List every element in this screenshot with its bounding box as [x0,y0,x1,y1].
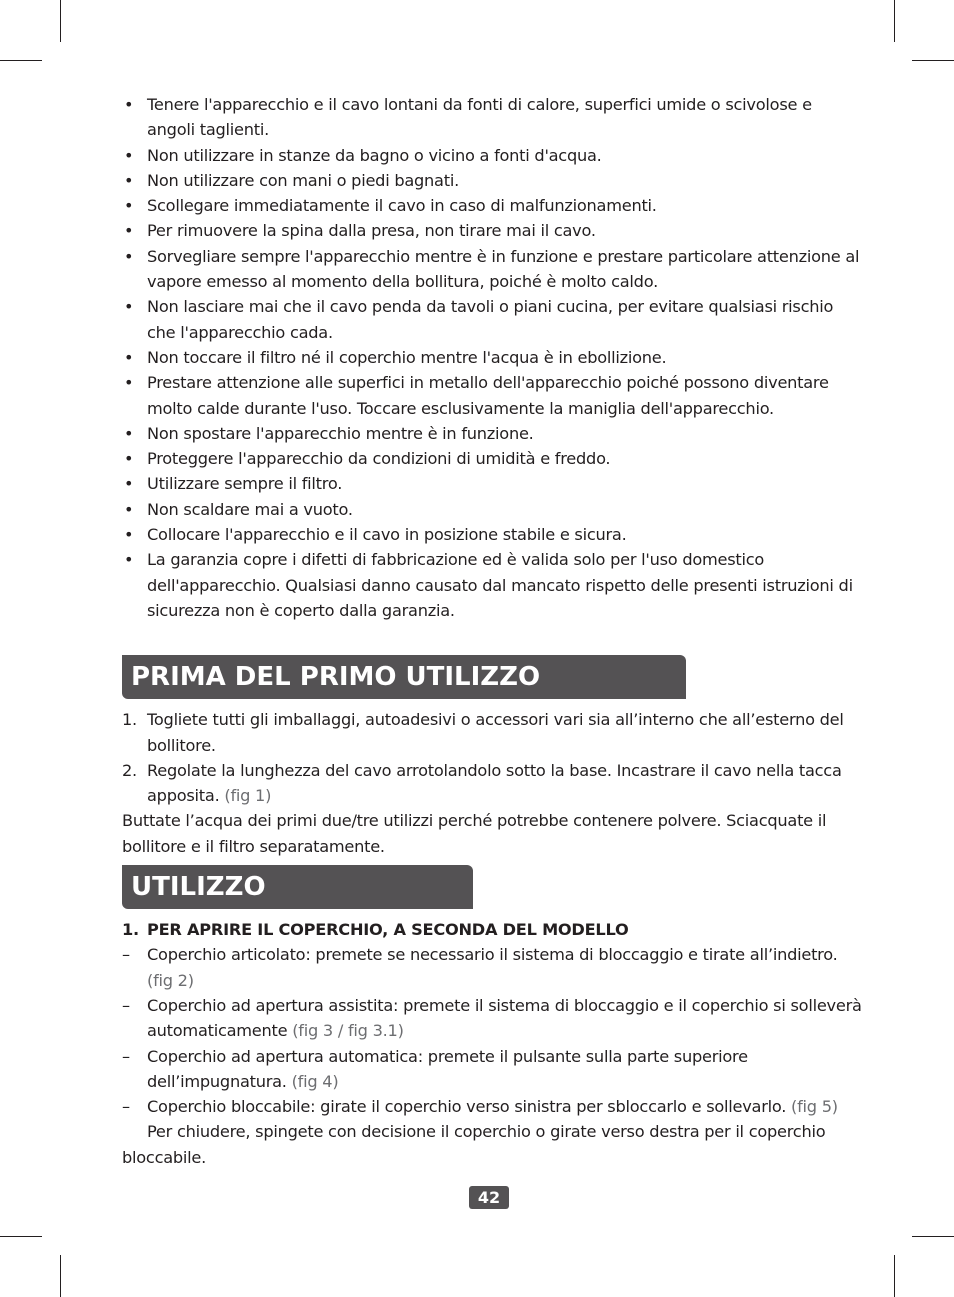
list-item: • Prestare attenzione alle superfici in metallo dell'apparecchio poiché possono diventare molto calde durante l'uso. Toccare esclusivamente la maniglia dell'apparecchio. [122,370,862,421]
list-item: • La garanzia copre i difetti di fabbricazione ed è valida solo per l'uso domestico dell'apparecchio. Qualsiasi danno causato dal mancato rispetto delle presenti istruzioni di sicurezza non è coperto dalla garanzia. [122,547,862,623]
item-text: Coperchio ad apertura automatica: premete il pulsante sulla parte superiore dell’impugnatura. [147,1046,748,1091]
subheading-number: 1. [122,920,139,940]
figure-reference: (fig 3 / fig 3.1) [292,1021,404,1041]
list-item: • Non scaldare mai a vuoto. [122,497,862,522]
page-content [122,92,862,1170]
section-heading-first-use: PRIMA DEL PRIMO UTILIZZO [122,655,686,699]
subheading-text: PER APRIRE IL COPERCHIO, A SECONDA DEL MODELLO [147,920,629,940]
list-item [122,942,862,993]
list-item: • Non utilizzare in stanze da bagno o vicino a fonti d'acqua. [122,143,862,168]
first-use-note: Buttate l’acqua dei primi due/tre utilizzi perché potrebbe contenere polvere. Sciacquate il bollitore e il filtro separatamente. [122,811,827,856]
list-item: • Non lasciare mai che il cavo penda da tavoli o piani cucina, per evitare qualsiasi rischio che l'apparecchio cada. [122,294,862,345]
usage-subheading [122,917,862,942]
list-item [122,758,862,809]
closing-instruction-end: bloccabile. [122,1147,207,1167]
crop-mark [60,1255,61,1297]
item-text: Coperchio ad apertura assistita: premete il sistema di bloccaggio e il coperchio si solleverà automaticamente [147,995,862,1041]
step-number: 1. [122,710,137,730]
crop-mark [912,1236,954,1237]
list-item: • Utilizzare sempre il filtro. [122,471,862,496]
list-item: • Non toccare il filtro né il coperchio mentre l'acqua è in ebollizione. [122,345,862,370]
crop-mark [0,1236,42,1237]
item-text: Coperchio bloccabile: girate il coperchio verso sinistra per sbloccarlo e sollevarlo. [147,1097,792,1117]
step-text: Regolate la lunghezza del cavo arrotolandolo sotto la base. Incastrare il cavo nella tacca apposita. [147,760,842,806]
figure-reference: (fig 1) [224,786,272,806]
list-item: • Per rimuovere la spina dalla presa, non tirare mai il cavo. [122,218,862,243]
list-item [122,1094,862,1119]
closing-instruction: Per chiudere, spingete con decisione il coperchio o girate verso destra per il coperchio [147,1122,826,1142]
list-item: • Proteggere l'apparecchio da condizioni di umidità e freddo. [122,446,862,471]
list-item: • Tenere l'apparecchio e il cavo lontani da fonti di calore, superfici umide o scivolose e angoli taglienti. [122,92,862,143]
crop-mark [0,60,42,61]
first-use-steps [122,707,862,808]
list-item: • Non spostare l'apparecchio mentre è in funzione. [122,421,862,446]
figure-reference: (fig 5) [791,1097,838,1117]
list-item: • Non utilizzare con mani o piedi bagnati. [122,168,862,193]
list-item: • Scollegare immediatamente il cavo in caso di malfunzionamenti. [122,193,862,218]
list-item [122,993,862,1044]
section-heading-usage: UTILIZZO [122,865,473,909]
crop-mark [894,1255,895,1297]
item-text: Coperchio articolato: premete se necessario il sistema di bloccaggio e tirate all’indietro. [147,945,838,965]
figure-reference: (fig 2) [147,970,194,990]
step-number: 2. [122,760,137,780]
safety-list [122,92,862,623]
list-item [122,707,862,758]
list-item [122,1044,862,1095]
list-item: • Sorvegliare sempre l'apparecchio mentre è in funzione e prestare particolare attenzione al vapore emesso al momento della bollitura, poiché è molto caldo. [122,244,862,295]
figure-reference: (fig 4) [291,1071,339,1091]
crop-mark [912,60,954,61]
page-number: 42 [469,1186,509,1209]
crop-mark [894,0,895,42]
crop-mark [60,0,61,42]
lid-types-list [122,942,862,1119]
step-text: Togliete tutti gli imballaggi, autoadesivi o accessori vari sia all’interno che all’esterno del bollitore. [147,710,844,755]
list-item: • Collocare l'apparecchio e il cavo in posizione stabile e sicura. [122,522,862,547]
